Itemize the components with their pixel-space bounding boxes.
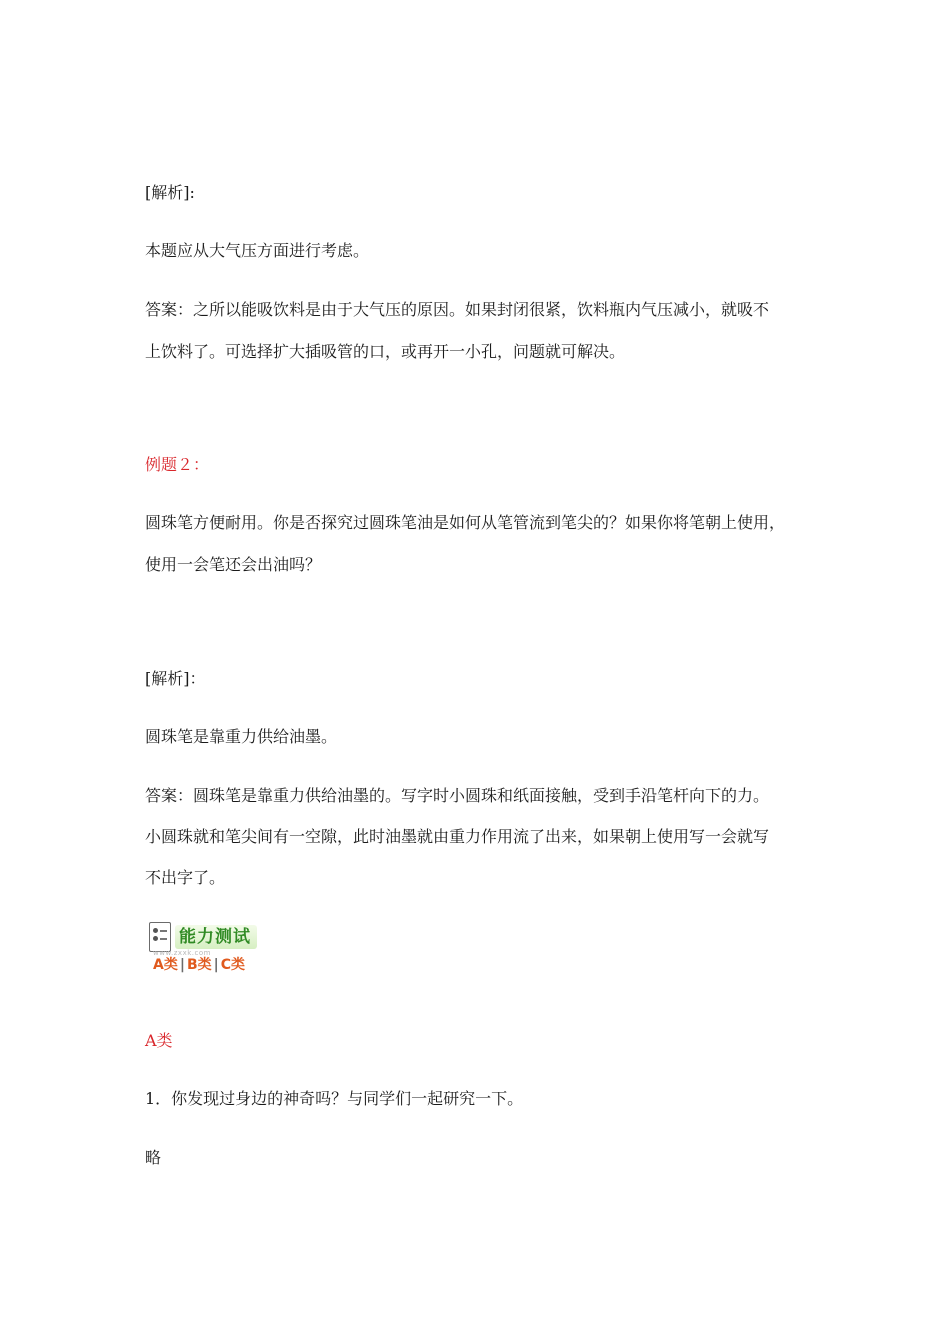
answer-line: 小圆珠就和笔尖间有一空隙，此时油墨就由重力作用流了出来，如果朝上使用写一会就写 bbox=[145, 827, 770, 846]
logo-category-c: C类 bbox=[220, 957, 246, 973]
logo-category-b: B类 bbox=[186, 957, 212, 973]
question-line: 1．你发现过身边的神奇吗？与同学们一起研究一下。 bbox=[145, 1089, 524, 1108]
answer-line: 答案：之所以能吸饮料是由于大气压的原因。如果封闭很紧，饮料瓶内气压减小，就吸不 bbox=[145, 300, 770, 319]
analysis-text: 本题应从大气压方面进行考虑。 bbox=[145, 241, 370, 260]
analysis-label: [解析]: bbox=[145, 183, 195, 202]
answer-line: 答案：圆珠笔是靠重力供给油墨的。写字时小圆珠和纸面接触，受到手沿笔杆向下的力。 bbox=[145, 786, 770, 805]
ability-test-logo bbox=[145, 920, 273, 978]
example-heading: 例题２： bbox=[145, 455, 210, 474]
question-line: 圆珠笔方便耐用。你是否探究过圆珠笔油是如何从笔管流到笔尖的？如果你将笔朝上使用， bbox=[145, 513, 786, 532]
logo-title: 能力测试 bbox=[175, 925, 257, 949]
logo-separator: | bbox=[213, 957, 219, 973]
category-heading: A类 bbox=[145, 1031, 173, 1050]
question-line: 使用一会笔还会出油吗？ bbox=[145, 555, 322, 574]
document-icon bbox=[149, 922, 171, 952]
logo-separator: | bbox=[179, 957, 185, 973]
logo-watermark: www.zxxk.com bbox=[153, 949, 211, 957]
logo-category-a: A类 bbox=[153, 957, 178, 973]
logo-categories bbox=[153, 955, 245, 975]
answer-line: 上饮料了。可选择扩大插吸管的口，或再开一小孔，问题就可解决。 bbox=[145, 342, 626, 361]
answer-text: 略 bbox=[145, 1148, 162, 1167]
answer-line: 不出字了。 bbox=[145, 868, 226, 887]
analysis-text: 圆珠笔是靠重力供给油墨。 bbox=[145, 727, 338, 746]
analysis-label: [解析]： bbox=[145, 669, 206, 688]
